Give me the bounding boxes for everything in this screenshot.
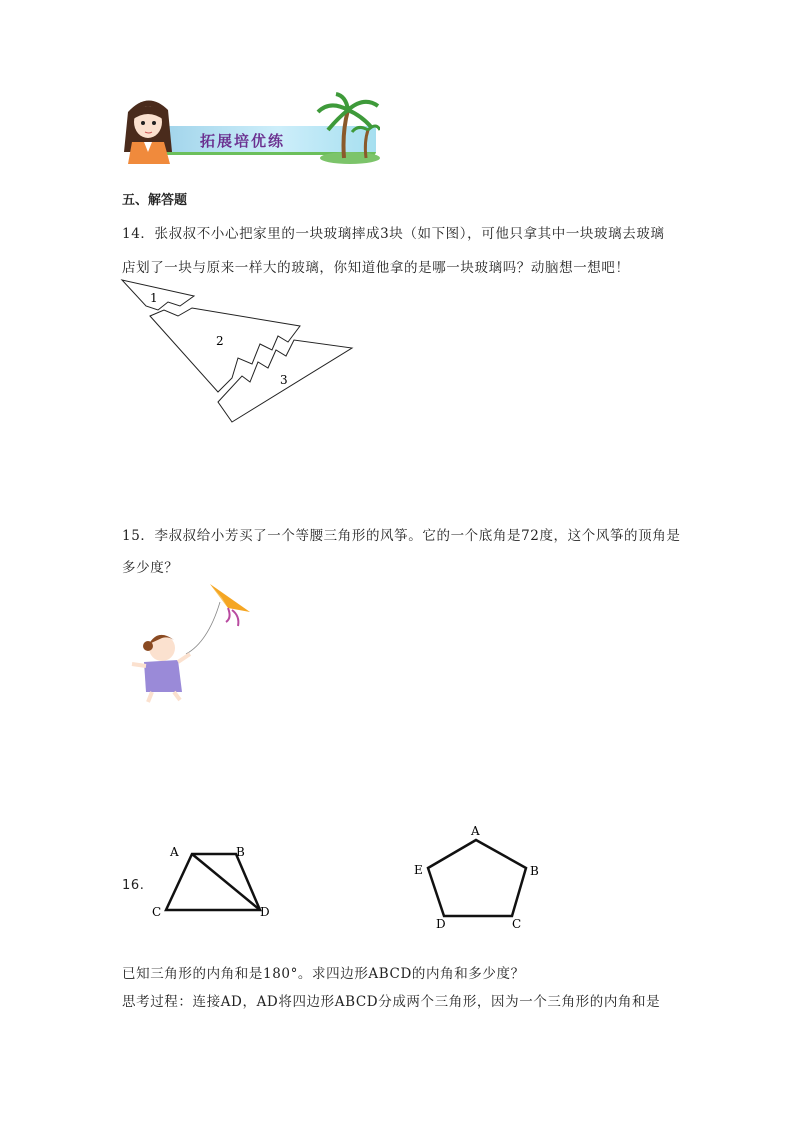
- q16-number: 16.: [122, 878, 145, 893]
- section-banner: [118, 92, 380, 164]
- pentagon-abcde-figure: [408, 820, 548, 932]
- q14-text-line2: 店划了一块与原来一样大的玻璃，你知道他拿的是哪一块玻璃吗？动脑想一想吧！: [122, 260, 630, 276]
- diagonal-ad: [192, 854, 260, 910]
- pentagon-outline: [428, 840, 526, 916]
- q15-text-line1: 15．李叔叔给小芳买了一个等腰三角形的风筝。它的一个底角是72度，这个风筝的顶角是: [122, 528, 681, 544]
- glass-piece-1: [122, 280, 194, 310]
- broken-glass-figure: [118, 278, 358, 426]
- quadrilateral-abcd-figure: [146, 842, 276, 922]
- glass-piece-2: [150, 308, 300, 392]
- glass-piece-1-label: 1: [150, 291, 158, 305]
- pent-label-a: A: [471, 824, 480, 838]
- glass-piece-2-label: 2: [216, 334, 224, 348]
- kite-girl-illustration: [128, 582, 258, 704]
- girl-illustration: [118, 92, 178, 164]
- pent-label-b: B: [530, 864, 539, 878]
- quad-label-c: C: [152, 905, 162, 919]
- glass-piece-3-label: 3: [280, 373, 288, 387]
- banner-title: 拓展培优练: [200, 132, 286, 150]
- pent-label-c: C: [512, 917, 522, 931]
- quad-label-a: A: [170, 845, 179, 859]
- q16-text-line2: 思考过程：连接AD，AD将四边形ABCD分成两个三角形，因为一个三角形的内角和是: [122, 994, 661, 1010]
- quad-label-d: D: [260, 905, 270, 919]
- q14-text-line1: 14．张叔叔不小心把家里的一块玻璃摔成3块（如下图），可他只拿其中一块玻璃去玻璃: [122, 226, 665, 242]
- pent-label-d: D: [436, 917, 446, 931]
- q16-text-line1: 已知三角形的内角和是180°。求四边形ABCD的内角和多少度？: [122, 966, 525, 982]
- quad-label-b: B: [236, 845, 245, 859]
- pent-label-e: E: [414, 863, 423, 877]
- q15-text-line2: 多少度？: [122, 560, 179, 576]
- section-heading: 五、解答题: [122, 193, 188, 208]
- palm-tree-illustration: [314, 92, 380, 164]
- quad-outline: [166, 854, 260, 910]
